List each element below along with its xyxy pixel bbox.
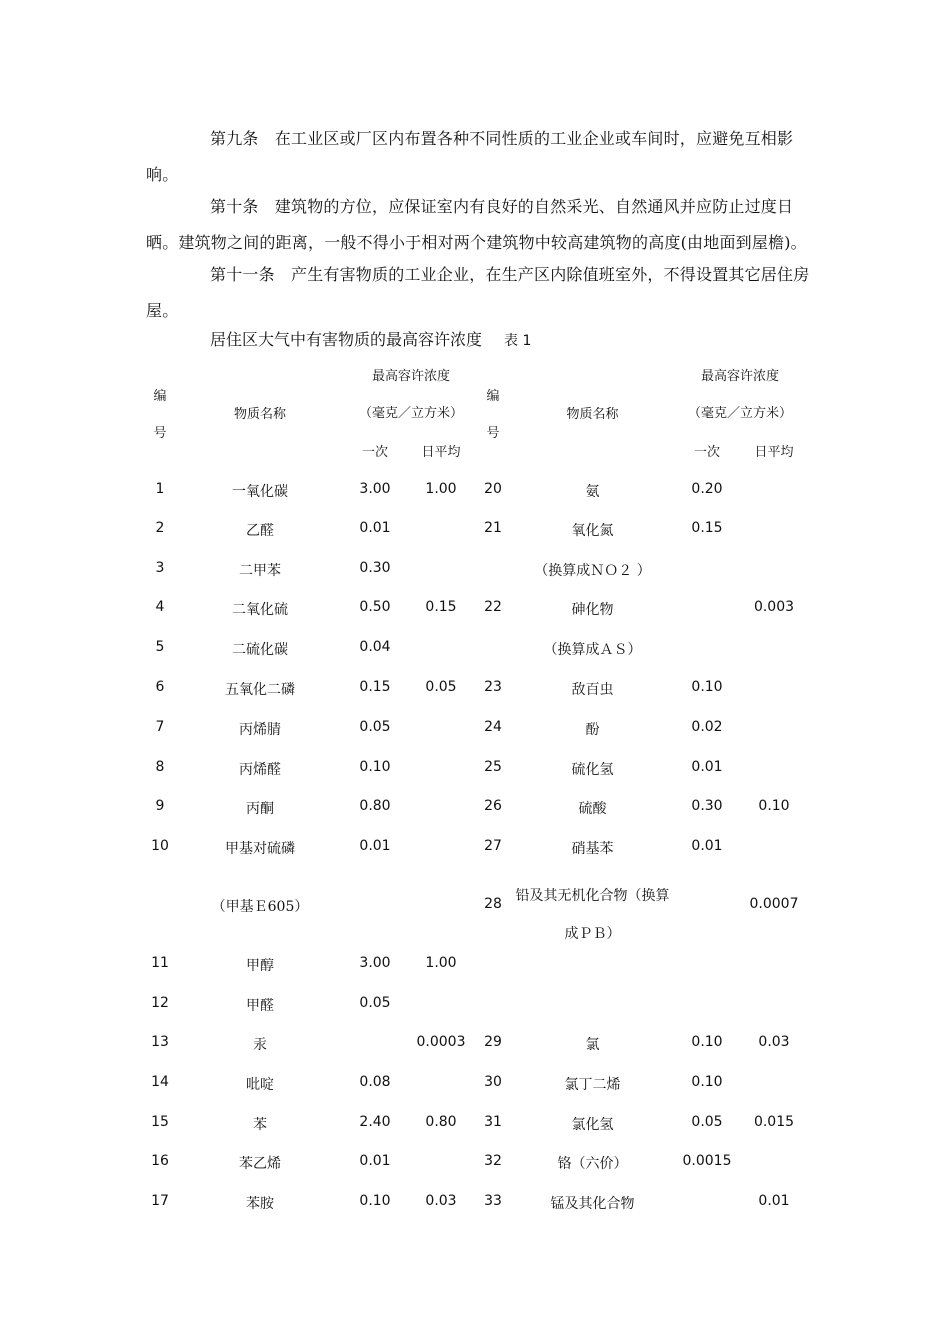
table-cell: 硫酸 (578, 801, 607, 817)
table-cell: 0.003 (753, 599, 795, 615)
table-cell: 0.10 (691, 1034, 723, 1050)
table-cell: 23 (484, 679, 502, 695)
table-cell: 甲基对硫磷 (225, 841, 295, 857)
table-cell: 氯化氢 (571, 1117, 614, 1133)
article-9: 第九条 在工业区或厂区内布置各种不同性质的工业企业或车间时，应避免互相影响。 (146, 129, 794, 184)
table-cell: 0.30 (359, 560, 391, 576)
header-max-conc: 最高容许浓度 (371, 369, 450, 384)
header-unit: （毫克／立方米） (687, 406, 792, 421)
table-cell: 氯丁二烯 (564, 1077, 621, 1093)
header-max-conc: 最高容许浓度 (700, 369, 779, 384)
table-cell: 12 (151, 995, 169, 1011)
table-cell: 3.00 (359, 481, 391, 497)
table-cell: 苯 (253, 1117, 267, 1133)
table-cell: 0.20 (691, 481, 723, 497)
table-cell: 16 (151, 1153, 169, 1169)
header-once: 一次 (693, 445, 720, 460)
article-11: 第十一条 产生有害物质的工业企业，在生产区内除值班室外，不得设置其它居住房屋。 (146, 265, 810, 320)
table-cell: 9 (155, 798, 165, 814)
table-cell: 甲醇 (246, 958, 274, 974)
table-cell: 24 (484, 719, 502, 735)
table-cell: 0.0007 (749, 896, 799, 912)
table-cell: 0.15 (691, 520, 723, 536)
table-cell: 二硫化碳 (232, 642, 288, 658)
table-cell: 8 (155, 759, 165, 775)
table-cell: 7 (155, 719, 165, 735)
table-cell: 0.10 (758, 798, 790, 814)
table-cell: 27 (484, 838, 502, 854)
table-cell: 丙烯醛 (239, 762, 281, 778)
header-id-bottom: 号 (486, 426, 500, 441)
table-cell: （换算成ＮＯ２ ） (534, 563, 651, 579)
table-cell: 3 (155, 560, 165, 576)
table-cell: 丙烯腈 (239, 722, 281, 738)
table-cell: 5 (155, 639, 165, 655)
table-cell: 25 (484, 759, 502, 775)
table-cell: 硝基苯 (571, 841, 614, 857)
table-cell: 氧化氮 (571, 523, 614, 539)
table-cell: 28 (484, 896, 502, 912)
table-cell: 0.01 (691, 759, 723, 775)
header-id-bottom: 号 (153, 426, 167, 441)
table-cell: 0.015 (753, 1114, 795, 1130)
header-name: 物质名称 (233, 407, 286, 422)
table-cell: 0.80 (359, 798, 391, 814)
header-once: 一次 (361, 445, 388, 460)
table-cell: 敌百虫 (571, 682, 614, 698)
table-cell: 13 (151, 1034, 169, 1050)
table-cell: 20 (484, 481, 502, 497)
table-cell: 0.04 (359, 639, 391, 655)
table-cell: 0.05 (425, 679, 457, 695)
table-cell: 0.03 (425, 1193, 457, 1209)
table-cell: 0.0003 (416, 1034, 466, 1050)
table-cell: （换算成ＡＳ） (543, 642, 642, 658)
article-10: 第十条 建筑物的方位，应保证室内有良好的自然采光、自然通风并应防止过度日晒。建筑物之间的距离，一般不得小于相对两个建筑物中较高建筑物的高度(由地面到屋檐)。 (146, 197, 807, 252)
header-name: 物质名称 (566, 407, 619, 422)
table-cell: 酚 (585, 722, 600, 738)
table-cell: 1.00 (425, 955, 457, 971)
table-cell: 乙醛 (246, 523, 274, 539)
header-daily: 日平均 (421, 445, 461, 460)
table-cell: 0.10 (691, 679, 723, 695)
table-cell: 33 (484, 1193, 502, 1209)
table-cell: 一氧化碳 (232, 484, 288, 500)
table-cell: 0.80 (425, 1114, 457, 1130)
table-cell: 0.02 (691, 719, 723, 735)
table-cell: 1 (155, 481, 165, 497)
table-cell: 1.00 (425, 481, 457, 497)
table-cell: 26 (484, 798, 502, 814)
table-cell: 丙酮 (246, 801, 274, 817)
table-cell: 吡啶 (246, 1077, 274, 1093)
table-cell: 21 (484, 520, 502, 536)
header-unit: （毫克／立方米） (358, 406, 463, 421)
table-cell: 0.15 (359, 679, 391, 695)
table-number: 表 1 (504, 333, 532, 349)
table-cell: 苯乙烯 (239, 1156, 281, 1172)
table-cell: 31 (484, 1114, 502, 1130)
table-cell: 0.50 (359, 599, 391, 615)
table-cell: 汞 (253, 1037, 267, 1053)
table-cell: 氨 (585, 484, 600, 500)
table-title: 居住区大气中有害物质的最高容许浓度 (210, 330, 483, 349)
table-cell: 硫化氢 (571, 762, 614, 778)
header-id-top: 编 (486, 389, 500, 404)
table-cell: 14 (151, 1074, 169, 1090)
table-cell: （甲基Ｅ605） (211, 899, 309, 915)
table-cell: 0.01 (359, 1153, 391, 1169)
table-cell: 0.01 (691, 838, 723, 854)
table-cell: 二甲苯 (239, 563, 281, 579)
table-cell: 2.40 (359, 1114, 391, 1130)
table-cell: 0.01 (359, 520, 391, 536)
table-cell: 0.30 (691, 798, 723, 814)
table-cell: 11 (151, 955, 169, 971)
table-cell: 0.15 (425, 599, 457, 615)
table-cell: 2 (155, 520, 165, 536)
table-cell: 15 (151, 1114, 169, 1130)
table-cell: 6 (155, 679, 165, 695)
table-cell: 0.08 (359, 1074, 391, 1090)
table-cell: 0.10 (359, 1193, 391, 1209)
table-cell: 0.0015 (682, 1153, 732, 1169)
table-cell: 3.00 (359, 955, 391, 971)
table-cell: 苯胺 (246, 1196, 274, 1212)
table-cell: 10 (151, 838, 169, 854)
table-cell: 五氧化二磷 (225, 682, 295, 698)
header-daily: 日平均 (754, 445, 794, 460)
table-cell: 4 (155, 599, 165, 615)
table-cell: 甲醛 (246, 998, 274, 1014)
table-cell: 铅及其无机化合物（换算成ＰＢ） (515, 888, 670, 942)
table-cell: 22 (484, 599, 502, 615)
table-cell: 0.10 (691, 1074, 723, 1090)
table-cell: 0.05 (691, 1114, 723, 1130)
table-cell: 0.03 (758, 1034, 790, 1050)
table-cell: 32 (484, 1153, 502, 1169)
table-cell: 30 (484, 1074, 502, 1090)
table-cell: 29 (484, 1034, 502, 1050)
table-cell: 17 (151, 1193, 169, 1209)
table-cell: 铬（六价） (557, 1156, 628, 1172)
table-cell: 0.05 (359, 719, 391, 735)
table-cell: 二氧化硫 (232, 602, 288, 618)
table-cell: 砷化物 (571, 602, 614, 618)
table-cell: 0.10 (359, 759, 391, 775)
header-id-top: 编 (153, 389, 167, 404)
table-cell: 0.05 (359, 995, 391, 1011)
table-cell: 锰及其化合物 (550, 1196, 635, 1212)
table-cell: 氯 (585, 1037, 600, 1053)
table-caption (210, 326, 531, 355)
table-cell: 0.01 (758, 1193, 790, 1209)
table-cell: 0.01 (359, 838, 391, 854)
